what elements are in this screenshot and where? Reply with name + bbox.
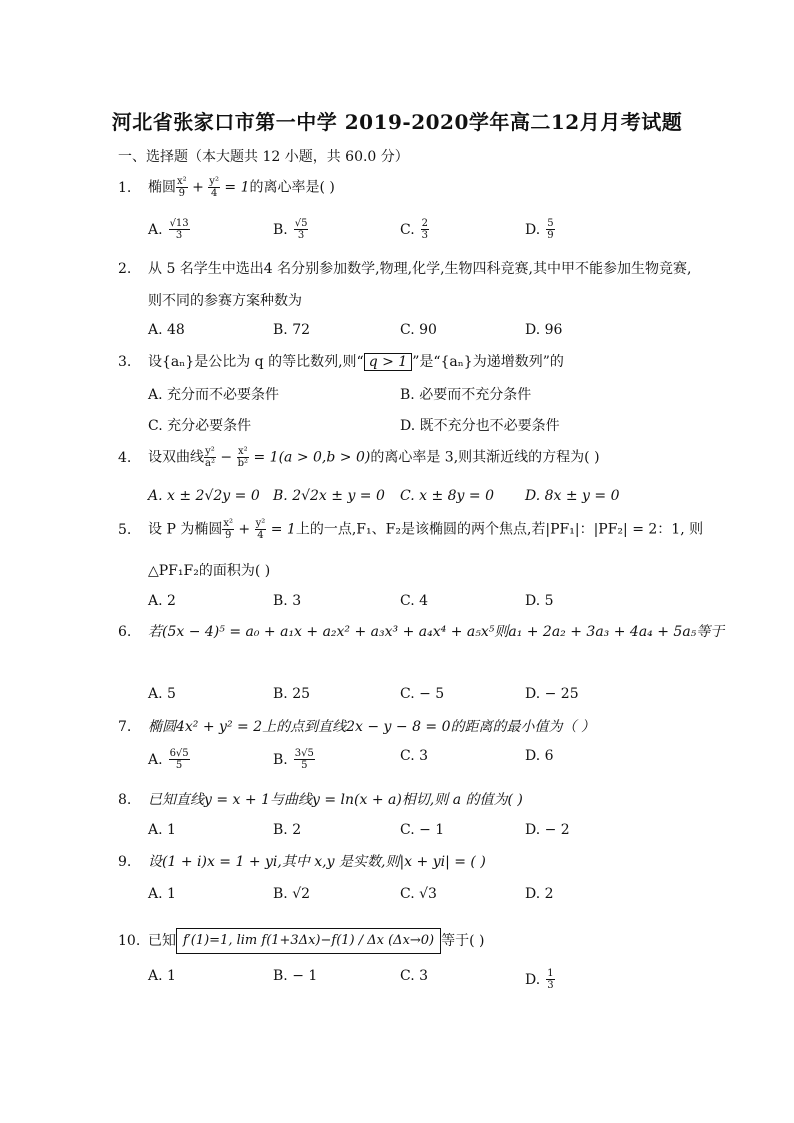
operator: + [187, 179, 209, 196]
option-a[interactable]: A. 1 [148, 886, 176, 902]
question-2-continued: 则不同的参赛方案种数为 [148, 293, 302, 309]
fraction [546, 968, 554, 991]
fraction [237, 446, 249, 469]
fraction [421, 218, 429, 241]
question-text: 设双曲线 [148, 449, 204, 466]
denominator: 4 [210, 188, 218, 199]
denominator: 5 [301, 760, 308, 771]
question-text: 的离心率是 3,则其渐近线的方程为( ) [370, 449, 600, 466]
option-d[interactable] [525, 218, 555, 241]
question-9 [118, 852, 486, 872]
denominator: 3 [421, 230, 429, 241]
numerator: x² [223, 518, 233, 529]
numerator: √13 [169, 218, 189, 229]
option-d[interactable]: D. 5 [525, 593, 554, 609]
options-4 [148, 488, 708, 510]
option-d[interactable]: D. − 2 [525, 822, 570, 838]
question-text: 设{aₙ}是公比为 q 的等比数列,则“ [148, 354, 364, 370]
option-a[interactable]: A. 1 [148, 822, 176, 838]
equation-rhs: = 1(a > 0,b > 0) [249, 449, 371, 466]
numerator: 6√5 [169, 748, 189, 759]
denominator: a² [205, 458, 215, 469]
options-3a [148, 384, 708, 406]
numerator: x² [238, 446, 248, 457]
question-5-continued: △PF₁F₂的面积为( ) [148, 563, 271, 579]
option-a[interactable]: A. 5 [148, 686, 176, 702]
fraction [546, 218, 554, 241]
question-number: 2. [118, 261, 132, 277]
fraction [255, 518, 267, 541]
option-c[interactable]: C. 90 [400, 322, 437, 338]
options-2 [148, 322, 708, 344]
numerator: y² [205, 446, 215, 457]
option-label: A. [148, 221, 163, 238]
question-number: 10. [118, 933, 141, 949]
option-label: D. [525, 971, 541, 988]
question-text: 已知 [148, 933, 176, 949]
question-3 [118, 352, 564, 372]
question-text: 椭圆4x² + y² = 2上的点到直线2x − y − 8 = 0的距离的最小值为（ ） [148, 719, 595, 735]
option-c[interactable]: C. 3 [400, 968, 429, 984]
page-title: 河北省张家口市第一中学 2019-2020学年高二12月月考试题 [111, 110, 683, 134]
question-number: 5. [118, 521, 132, 538]
options-9 [148, 886, 708, 908]
question-text: ”是“{aₙ}为递增数列”的 [412, 354, 564, 370]
question-text: 已知直线y = x + 1与曲线y = ln(x + a)相切,则 a 的值为( ) [148, 792, 523, 808]
options-3b [148, 415, 708, 437]
option-a[interactable]: A. 2 [148, 593, 176, 609]
question-4 [118, 446, 600, 469]
question-text: 等于( ) [441, 933, 485, 949]
option-a[interactable]: A. 充分而不必要条件 [148, 387, 280, 403]
option-a[interactable] [148, 748, 190, 771]
numerator: y² [209, 176, 219, 187]
option-d[interactable]: D. 8x ± y = 0 [525, 488, 620, 504]
question-5 [118, 518, 703, 541]
denominator: 3 [547, 980, 554, 991]
options-6 [148, 686, 708, 708]
section-heading: 一、选择题（本大题共 12 小题，共 60.0 分） [118, 149, 409, 165]
option-d[interactable]: D. − 25 [525, 686, 579, 702]
option-a[interactable] [148, 218, 190, 241]
question-text: 上的一点,F₁、F₂是该椭圆的两个焦点,若|PF₁|：|PF₂| = 2：1, 则 [295, 521, 704, 538]
denominator: 4 [257, 530, 264, 541]
question-text: 从 5 名学生中选出4 名分别参加数学,物理,化学,生物四科竞赛,其中甲不能参加生物竞赛, [148, 261, 692, 277]
option-c[interactable]: C. 4 [400, 593, 429, 609]
numerator: 5 [547, 218, 554, 229]
option-d[interactable]: D. 既不充分也不必要条件 [400, 418, 560, 434]
option-b[interactable] [273, 748, 315, 771]
option-d[interactable]: D. 2 [525, 886, 554, 902]
question-text: 设 P 为椭圆 [148, 521, 223, 538]
denominator: 3 [297, 230, 305, 241]
denominator: 5 [175, 760, 183, 771]
option-b[interactable]: B. 3 [273, 593, 302, 609]
options-8 [148, 822, 708, 844]
option-d[interactable] [525, 968, 555, 991]
options-1 [148, 218, 708, 240]
question-1 [118, 176, 335, 199]
option-c[interactable]: C. − 1 [400, 822, 445, 838]
question-text: 的离心率是( ) [249, 179, 335, 196]
option-c[interactable]: C. √3 [400, 886, 437, 902]
question-7 [118, 717, 595, 737]
option-c[interactable]: C. − 5 [400, 686, 445, 702]
question-6 [118, 622, 724, 642]
equation-rhs: = 1 [266, 521, 296, 538]
option-label: C. [400, 221, 415, 238]
options-10 [148, 968, 708, 990]
question-number: 3. [118, 354, 132, 370]
option-a[interactable]: A. 48 [148, 322, 185, 338]
option-label: B. [273, 751, 288, 768]
question-10 [118, 928, 485, 954]
option-label: A. [148, 751, 163, 768]
option-c[interactable] [400, 218, 429, 241]
denominator: 9 [224, 530, 232, 541]
operator: + [233, 521, 255, 538]
fraction [208, 176, 220, 199]
option-d[interactable]: D. 96 [525, 322, 563, 338]
boxed-limit-expression: f′(1)=1, lim f(1+3Δx)−f(1) / Δx (Δx→0) [176, 928, 441, 954]
fraction [169, 748, 190, 771]
fraction [222, 518, 234, 541]
numerator: y² [255, 518, 266, 529]
option-b[interactable]: B. 必要而不充分条件 [400, 387, 532, 403]
question-text: 设(1 + i)x = 1 + yi,其中 x,y 是实数,则|x + yi| = ( ) [148, 854, 486, 870]
option-d[interactable]: D. 6 [525, 748, 554, 764]
numerator: x² [177, 176, 187, 187]
option-a[interactable]: A. x ± 2√2y = 0 [148, 488, 260, 504]
fraction [176, 176, 188, 199]
fraction [294, 218, 309, 241]
option-c[interactable]: C. 3 [400, 748, 429, 764]
numerator: √5 [294, 218, 308, 229]
numerator: 1 [547, 968, 554, 979]
option-label: D. [525, 221, 541, 238]
question-number: 8. [118, 792, 132, 808]
option-b[interactable] [273, 218, 308, 241]
question-text: 椭圆 [148, 179, 176, 196]
options-7 [148, 748, 708, 770]
question-8 [118, 790, 523, 810]
denominator: 9 [178, 188, 186, 199]
option-c[interactable]: C. x ± 8y = 0 [400, 488, 494, 504]
equation-rhs: = 1 [219, 179, 250, 196]
option-label: B. [273, 221, 288, 238]
fraction [169, 218, 190, 241]
numerator: 2 [421, 218, 429, 229]
question-number: 7. [118, 719, 132, 735]
option-a[interactable]: A. 1 [148, 968, 176, 984]
option-b[interactable]: B. √2 [273, 886, 311, 902]
denominator: 3 [175, 230, 183, 241]
denominator: 9 [547, 230, 554, 241]
question-2 [118, 259, 691, 279]
question-text: 若(5x − 4)⁵ = a₀ + a₁x + a₂x² + a₃x³ + a₄x⁴ + a₅x⁵则a₁ + 2a₂ + 3a₃ + 4a₄ + 5a₅等于 [148, 624, 725, 640]
boxed-condition: q > 1 [364, 353, 413, 371]
question-number: 9. [118, 854, 132, 870]
question-number: 4. [118, 449, 132, 466]
question-number: 1. [118, 179, 132, 196]
option-b[interactable]: B. − 1 [273, 968, 318, 984]
operator: − [215, 449, 237, 466]
option-b[interactable]: B. 2 [273, 822, 302, 838]
fraction [294, 748, 315, 771]
options-5 [148, 593, 708, 615]
numerator: 3√5 [294, 748, 314, 759]
option-b[interactable]: B. 25 [273, 686, 311, 702]
fraction [204, 446, 216, 469]
denominator: b² [237, 458, 249, 469]
option-c[interactable]: C. 充分必要条件 [148, 418, 252, 434]
option-b[interactable]: B. 2√2x ± y = 0 [273, 488, 385, 504]
option-b[interactable]: B. 72 [273, 322, 311, 338]
question-number: 6. [118, 624, 132, 640]
